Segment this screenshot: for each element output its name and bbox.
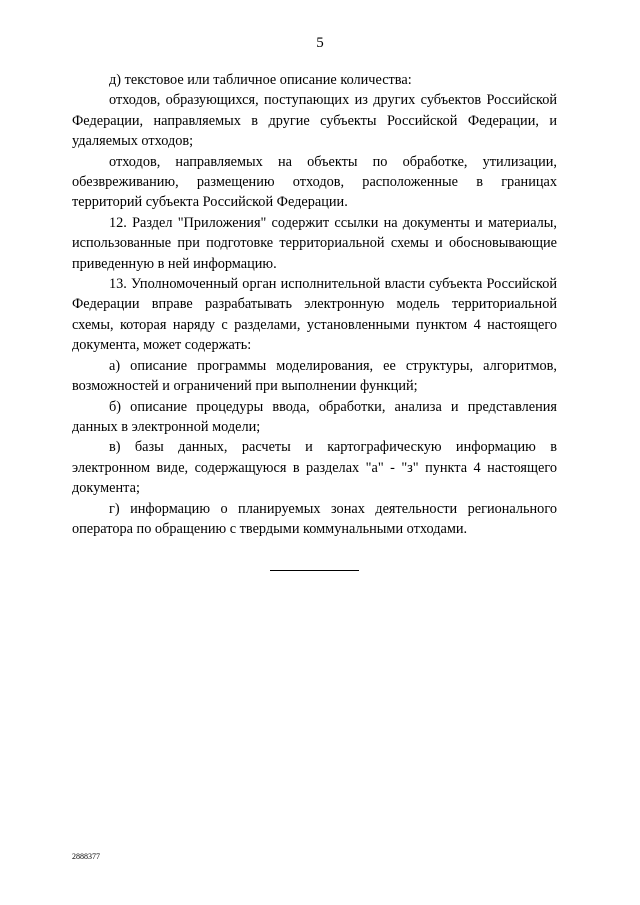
- paragraph-g-operator-zones: г) информацию о планируемых зонах деятельности регионального оператора по обращению с твердыми коммунальными отходами.: [72, 500, 557, 537]
- page-number: 5: [316, 35, 324, 51]
- paragraph-waste-sent-to-facilities: отходов, направляемых на объекты по обработке, утилизации, обезвреживанию, размещению отходов, расположенные в границах территорий субъекта Российской Федерации.: [72, 153, 557, 211]
- paragraph-a-modeling-program: а) описание программы моделирования, ее структуры, алгоритмов, возможностей и ограничений при выполнении функций;: [72, 357, 557, 395]
- document-code: 2888377: [72, 852, 100, 861]
- paragraph-item-12-appendices: 12. Раздел "Приложения" содержит ссылки на документы и материалы, использованные при подготовке территориальной схемы и обосновывающие приведенную в ней информацию.: [72, 214, 557, 272]
- paragraph-waste-generated-received: отходов, образующихся, поступающих из других субъектов Российской Федерации, направляемых в другие субъекты Российской Федерации, и удаляемых отходов;: [72, 92, 557, 150]
- document-body: [72, 70, 557, 539]
- paragraph-item-13-electronic-model: 13. Уполномоченный орган исполнительной власти субъекта Российской Федерации вправе разрабатывать электронную модель территориальной схемы, которая наряду с разделами, установленными пунктом 4 настоящего документа, может содержать:: [72, 276, 557, 354]
- paragraph-b-data-procedures: б) описание процедуры ввода, обработки, анализа и представления данных в электронной модели;: [72, 398, 557, 435]
- paragraph-v-databases: в) базы данных, расчеты и картографическую информацию в электронном виде, содержащуюся в разделах "а" - "з" пункта 4 настоящего документа;: [72, 439, 557, 497]
- paragraph-d-quantity-description: д) текстовое или табличное описание количества:: [109, 72, 412, 88]
- end-separator-line: [270, 570, 359, 571]
